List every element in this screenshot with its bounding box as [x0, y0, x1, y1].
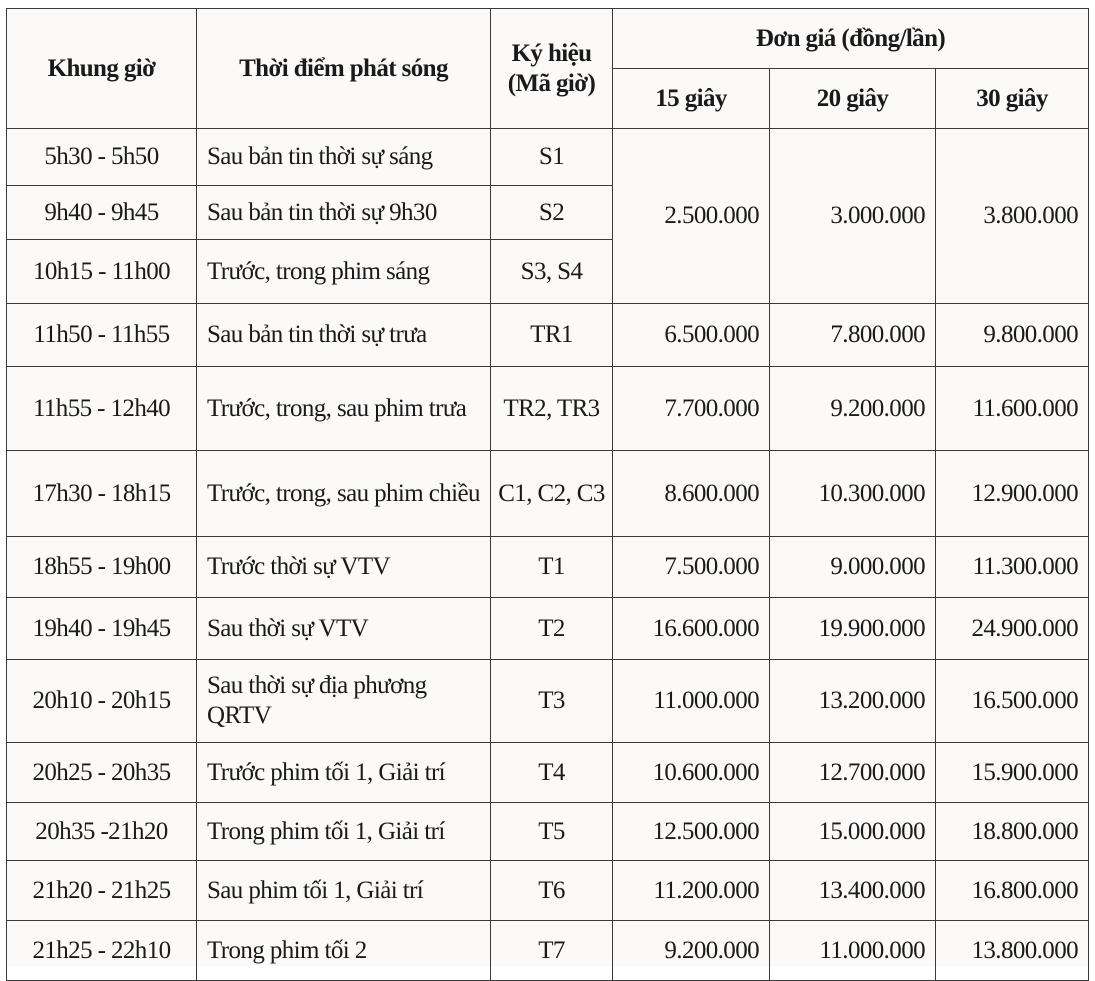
price-20-cell: 3.000.000 [770, 129, 936, 304]
price-30-cell: 12.900.000 [936, 451, 1089, 537]
code-cell: T6 [491, 861, 613, 921]
code-cell: TR2, TR3 [491, 367, 613, 451]
table-row [7, 129, 1089, 186]
desc-cell: Sau bản tin thời sự 9h30 [197, 186, 491, 240]
price-15-cell: 10.600.000 [613, 743, 770, 803]
table-row [7, 451, 1089, 537]
time-cell: 17h30 - 18h15 [7, 451, 197, 537]
price-30-cell: 18.800.000 [936, 803, 1089, 861]
desc-cell: Sau bản tin thời sự sáng [197, 129, 491, 186]
desc-cell: Trong phim tối 1, Giải trí [197, 803, 491, 861]
time-cell: 19h40 - 19h45 [7, 598, 197, 660]
price-30-cell: 11.300.000 [936, 537, 1089, 598]
price-30-cell: 24.900.000 [936, 598, 1089, 660]
price-15-cell: 12.500.000 [613, 803, 770, 861]
header-code [491, 9, 613, 129]
code-cell: T5 [491, 803, 613, 861]
code-cell: S2 [491, 186, 613, 240]
table-row [7, 537, 1089, 598]
time-cell: 10h15 - 11h00 [7, 240, 197, 304]
time-cell: 9h40 - 9h45 [7, 186, 197, 240]
desc-cell: Sau phim tối 1, Giải trí [197, 861, 491, 921]
code-cell: TR1 [491, 304, 613, 367]
price-15-cell: 2.500.000 [613, 129, 770, 304]
code-cell: T2 [491, 598, 613, 660]
price-30-cell: 15.900.000 [936, 743, 1089, 803]
code-cell: S1 [491, 129, 613, 186]
price-20-cell: 13.200.000 [770, 660, 936, 743]
desc-cell: Sau bản tin thời sự trưa [197, 304, 491, 367]
price-30-cell: 9.800.000 [936, 304, 1089, 367]
table-row [7, 743, 1089, 803]
desc-cell: Trước, trong, sau phim chiều [197, 451, 491, 537]
code-cell: C1, C2, C3 [491, 451, 613, 537]
code-cell: T4 [491, 743, 613, 803]
time-cell: 11h55 - 12h40 [7, 367, 197, 451]
price-15-cell: 6.500.000 [613, 304, 770, 367]
time-cell: 21h25 - 22h10 [7, 921, 197, 981]
price-15-cell: 7.700.000 [613, 367, 770, 451]
time-cell: 20h10 - 20h15 [7, 660, 197, 743]
document-page [6, 8, 1088, 966]
price-30-cell: 11.600.000 [936, 367, 1089, 451]
table-row [7, 598, 1089, 660]
time-cell: 18h55 - 19h00 [7, 537, 197, 598]
table-row [7, 367, 1089, 451]
price-20-cell: 9.000.000 [770, 537, 936, 598]
time-cell: 20h35 -21h20 [7, 803, 197, 861]
price-20-cell: 10.300.000 [770, 451, 936, 537]
table-row [7, 660, 1089, 743]
code-cell: T3 [491, 660, 613, 743]
header-code-line1: Ký hiệu [511, 39, 592, 67]
price-15-cell: 8.600.000 [613, 451, 770, 537]
price-15-cell: 7.500.000 [613, 537, 770, 598]
price-30-cell: 16.500.000 [936, 660, 1089, 743]
price-15-cell: 16.600.000 [613, 598, 770, 660]
price-15-cell: 9.200.000 [613, 921, 770, 981]
table-row [7, 921, 1089, 981]
price-20-cell: 12.700.000 [770, 743, 936, 803]
code-cell: S3, S4 [491, 240, 613, 304]
price-15-cell: 11.000.000 [613, 660, 770, 743]
header-time-frame: Khung giờ [7, 9, 197, 129]
header-15-seconds: 15 giây [613, 69, 770, 129]
ad-rate-table [6, 8, 1089, 981]
time-cell: 21h20 - 21h25 [7, 861, 197, 921]
table-row [7, 861, 1089, 921]
desc-cell: Trước, trong, sau phim trưa [197, 367, 491, 451]
desc-cell: Sau thời sự địa phương QRTV [197, 660, 491, 743]
price-20-cell: 13.400.000 [770, 861, 936, 921]
desc-cell: Trước phim tối 1, Giải trí [197, 743, 491, 803]
price-20-cell: 15.000.000 [770, 803, 936, 861]
table-row [7, 304, 1089, 367]
header-row [7, 9, 1089, 69]
table-row [7, 803, 1089, 861]
code-cell: T1 [491, 537, 613, 598]
time-cell: 20h25 - 20h35 [7, 743, 197, 803]
price-30-cell: 13.800.000 [936, 921, 1089, 981]
price-30-cell: 16.800.000 [936, 861, 1089, 921]
header-code-line2: (Mã giờ) [507, 69, 596, 97]
header-30-seconds: 30 giây [936, 69, 1089, 129]
code-cell: T7 [491, 921, 613, 981]
price-20-cell: 11.000.000 [770, 921, 936, 981]
time-cell: 11h50 - 11h55 [7, 304, 197, 367]
desc-cell: Trước thời sự VTV [197, 537, 491, 598]
price-20-cell: 19.900.000 [770, 598, 936, 660]
desc-cell: Trước, trong phim sáng [197, 240, 491, 304]
price-30-cell: 3.800.000 [936, 129, 1089, 304]
price-15-cell: 11.200.000 [613, 861, 770, 921]
time-cell: 5h30 - 5h50 [7, 129, 197, 186]
price-20-cell: 7.800.000 [770, 304, 936, 367]
header-20-seconds: 20 giây [770, 69, 936, 129]
price-20-cell: 9.200.000 [770, 367, 936, 451]
header-unit-price: Đơn giá (đồng/lần) [613, 9, 1089, 69]
header-broadcast-time: Thời điểm phát sóng [197, 9, 491, 129]
desc-cell: Sau thời sự VTV [197, 598, 491, 660]
desc-cell: Trong phim tối 2 [197, 921, 491, 981]
